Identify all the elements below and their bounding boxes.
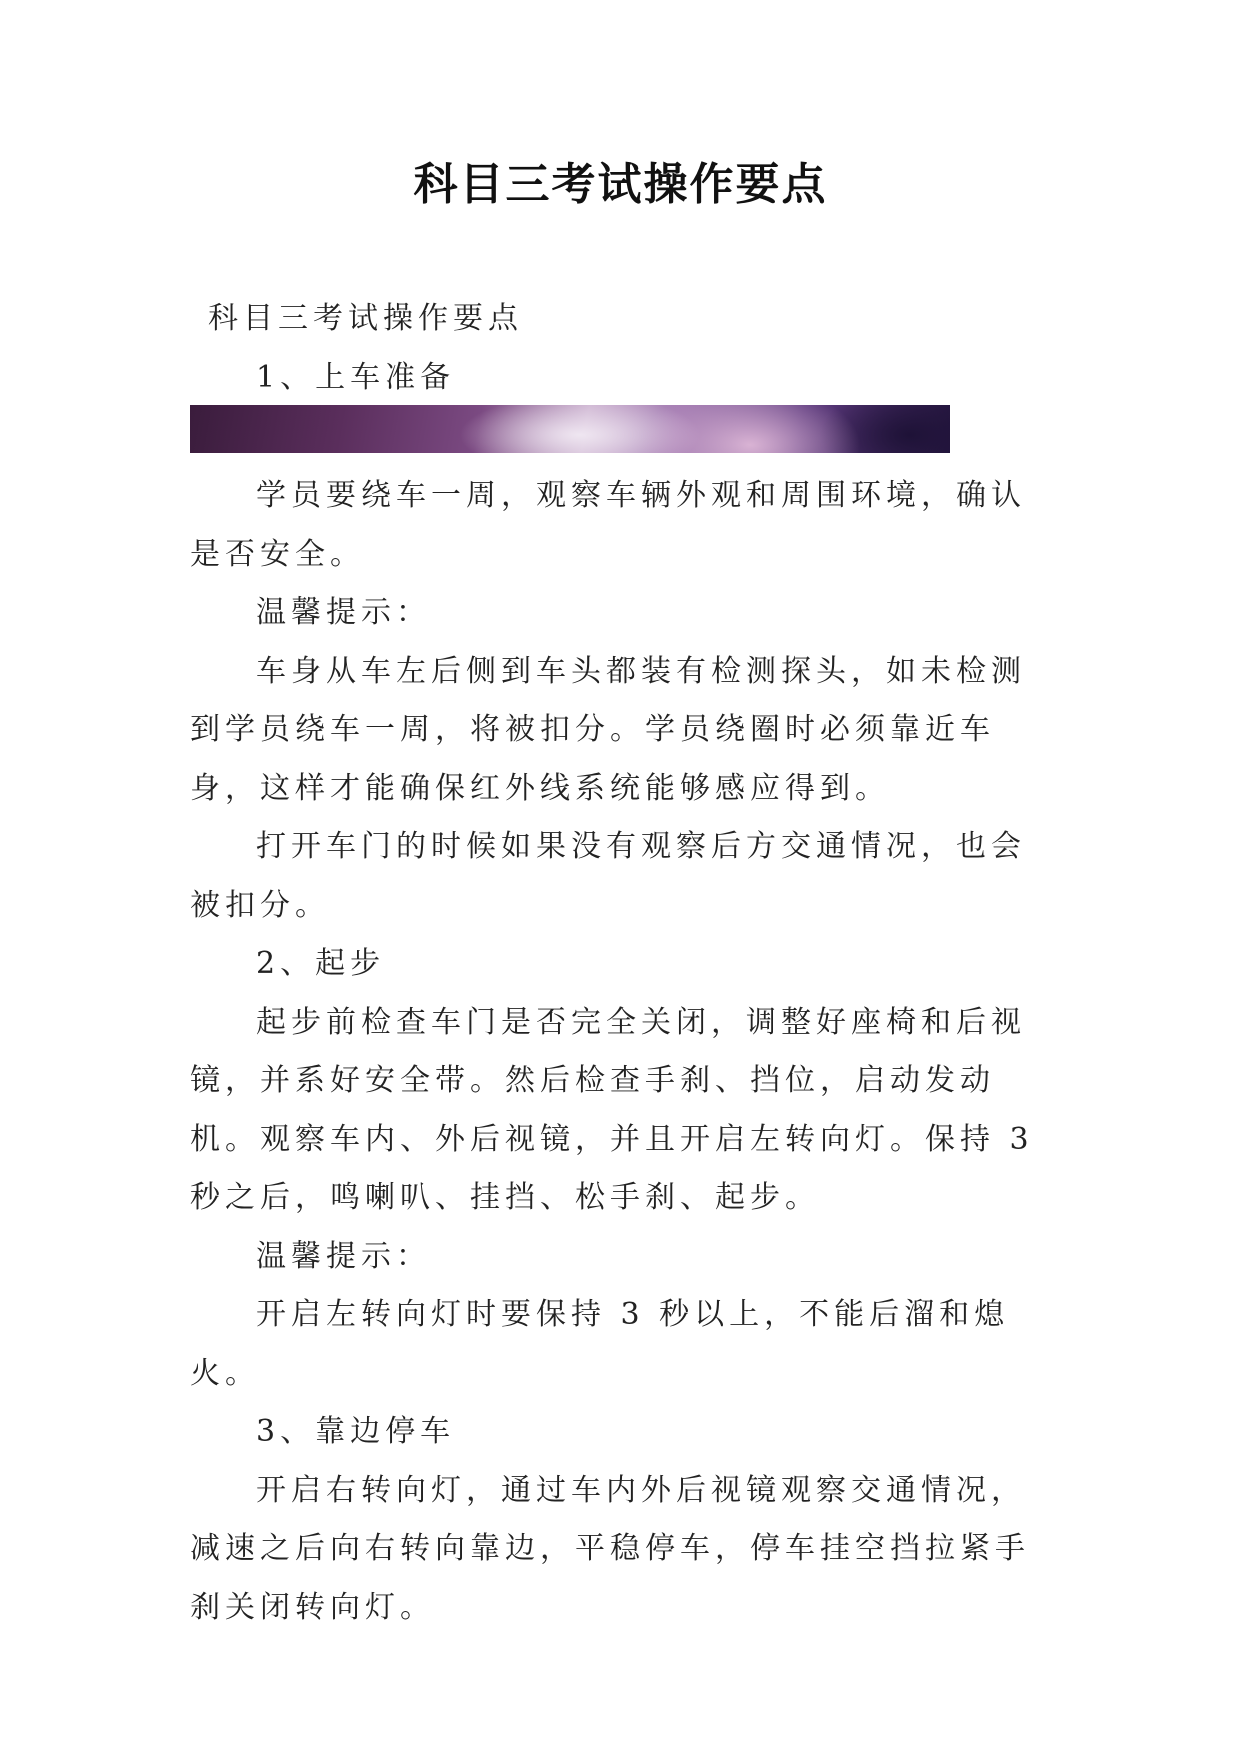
section-heading-2: 2、起步 xyxy=(256,946,386,981)
document-subtitle: 科目三考试操作要点 xyxy=(208,301,523,336)
paragraph: 学员要绕车一周，观察车辆外观和周围环境，确认是否安全。 xyxy=(190,478,1026,572)
section-heading-1: 1、上车准备 xyxy=(256,359,456,395)
paragraph: 开启右转向灯，通过车内外后视镜观察交通情况，减速之后向右转向靠边，平稳停车，停车挂空挡拉紧手刹关闭转向灯。 xyxy=(190,1472,1030,1625)
tip-label: 温馨提示： xyxy=(256,595,431,630)
paragraph: 打开车门的时候如果没有观察后方交通情况，也会被扣分。 xyxy=(190,829,1026,923)
document-title: 科目三考试操作要点 xyxy=(413,159,828,210)
document-body xyxy=(190,290,1050,1637)
paragraph: 开启左转向灯时要保持 3 秒以上，不能后溜和熄火。 xyxy=(190,1297,1010,1391)
tip-label: 温馨提示： xyxy=(256,1238,431,1274)
photo-banner xyxy=(190,405,950,453)
paragraph: 起步前检查车门是否完全关闭，调整好座椅和后视镜，并系好安全带。然后检查手刹、挡位，启动发动机。观察车内、外后视镜，并且开启左转向灯。保持 3 秒之后，鸣喇叭、挂挡、松手刹、起步。 xyxy=(190,1004,1034,1215)
paragraph: 车身从车左后侧到车头都装有检测探头，如未检测到学员绕车一周，将被扣分。学员绕圈时必须靠近车身，这样才能确保红外线系统能够感应得到。 xyxy=(190,653,1026,806)
section-heading-3: 3、靠边停车 xyxy=(256,1414,456,1449)
